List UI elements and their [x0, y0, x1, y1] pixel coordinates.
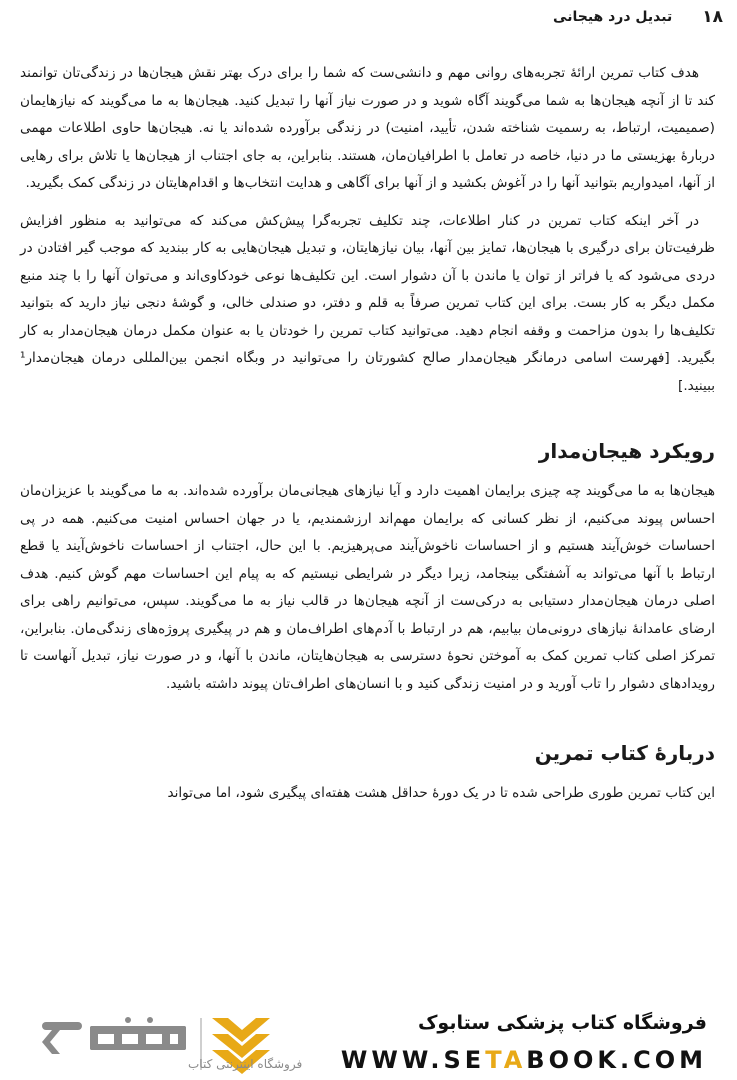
paragraph-1: هدف کتاب تمرین ارائهٔ تجربه‌های روانی مهم و دانشی‌ست که شما را برای درک بهتر نقش هیجان‌ها در زندگی‌تان توانمند کند تا از آنچه هیجان‌ها به شما می‌گویند آگاه شوید و در صورت نیاز آنها را تبدیل کنید. هیجان‌ها به ما می‌گویند که نیازهایمان (صمیمیت، ارتباط، به رسمیت شناخته شدن، تأیید، امنیت) در زندگی برآورده شده‌اند یا نه. هیجان‌ها حاوی اطلاعات مهمی دربارهٔ بهزیستی ما در دنیا، خاصه در تعامل با اطرافیان‌مان، هستند. بنابراین، به جای اجتناب از هیجان‌ها یا تلاش برای رهایی از آنها، امیدواریم بتوانید آنها را در آغوش بکشید و از آنها برای آگاهی و هدایت انتخاب‌ها و اقدام‌هایتان در زندگی کمک بگیرید. — [20, 65, 715, 191]
page-body — [20, 60, 715, 818]
watermark-footer — [0, 1000, 737, 1080]
url-part-3: BOOK.COM — [526, 1046, 707, 1074]
page-header — [14, 4, 723, 30]
wordmark-shape — [42, 1017, 186, 1054]
store-name: فروشگاه کتاب پزشکی ستابوک — [417, 1012, 707, 1034]
paragraph-3: هیجان‌ها به ما می‌گویند چه چیزی برایمان اهمیت دارد و آیا نیازهای هیجانی‌مان برآورده شده‌اند. به ما می‌گویند با عزیزان‌مان احساس پیوند می‌کنیم، از نظر کسانی که برایمان مهم‌اند ارزشمندیم، یا در جهان احساس امنیت می‌کنیم. همه در پی احساسات خوش‌آیند هستیم و از احساسات ناخوش‌آیند می‌پرهیزیم. با این حال، اجتناب از احساسات ناخوش‌آیند یا قطع ارتباط با آنها می‌تواند به آشفتگی بینجامد، زیرا دیگر در شرایطی نیستیم که به پیام این احساسات مهم گوش کنیم. هدف اصلی درمان هیجان‌مدار دستیابی به درکی‌ست از آنچه هیجان‌ها در قالب نیاز به ما می‌گویند. سپس، می‌توانیم راهی برای ارضای عامدانهٔ نیازهای درونی‌مان بیابیم، هم در ارتباط با آدم‌های اطراف‌مان و هم در پیگیری پروژه‌های زندگی‌مان. بنابراین، تمرکز اصلی کتاب تمرین کمک به آموختن نحوهٔ دسترسی به هیجان‌هایتان، ماندن با آنها، و در صورت نیاز، تبدیل آنهاست تا رویدادهای دشوار را تاب آورید و در امنیت زندگی کنید و با انسان‌های اطراف‌تان پیوند داشته باشید. — [20, 483, 715, 692]
page-number: ۱۸ — [702, 7, 723, 27]
section-heading-about-workbook: دربارهٔ کتاب تمرین — [534, 741, 715, 765]
paragraph-2: در آخر اینکه کتاب تمرین در کنار اطلاعات، چند تکلیف تجربه‌گرا پیش‌کش می‌کند که می‌توانید به منظور افزایش ظرفیت‌تان برای درگیری با هیجان‌ها، تمایز بین آنها، بیان نیازهایتان، و تبدیل هیجان‌هایی به کار ببندید که موجب گیر افتادن در دردی می‌شود که یا فراتر از توان یا ماندن با آن دشوار است. این تکلیف‌ها نوعی خودکاوی‌اند و می‌توان آنها را با چند منبع مکمل دیگر به کار بست. برای این کتاب تمرین صرفاً به قلم و دفتر، دو صندلی خالی، و گوشهٔ دنجی نیاز دارید که بتوانید تکلیف‌ها را بدون مزاحمت و وقفه انجام دهید. می‌توانید کتاب تمرین را خودتان یا به عنوان مکمل درمان هیجان‌مدار به کار بگیرید. [فهرست اسامی درمانگر هیجان‌مدار صالح کشورتان را می‌توانید در وبگاه انجمن بین‌المللی درمان هیجان‌مدار¹ ببینید.] — [20, 212, 715, 394]
url-part-accent: TA — [485, 1046, 527, 1074]
logo-tagline: فروشگاه اینترنتی کتاب — [188, 1057, 303, 1071]
running-title: تبدیل درد هیجانی — [553, 9, 673, 25]
setabook-logo-icon — [38, 1014, 303, 1074]
section-heading-approach: رویکرد هیجان‌مدار — [538, 439, 715, 463]
paragraph-4: این کتاب تمرین طوری طراحی شده تا در یک دورهٔ حداقل هشت هفته‌ای پیگیری شود، اما می‌تواند — [167, 785, 715, 801]
store-url[interactable] — [341, 1046, 707, 1074]
url-part-1: WWW.SE — [340, 1046, 486, 1074]
